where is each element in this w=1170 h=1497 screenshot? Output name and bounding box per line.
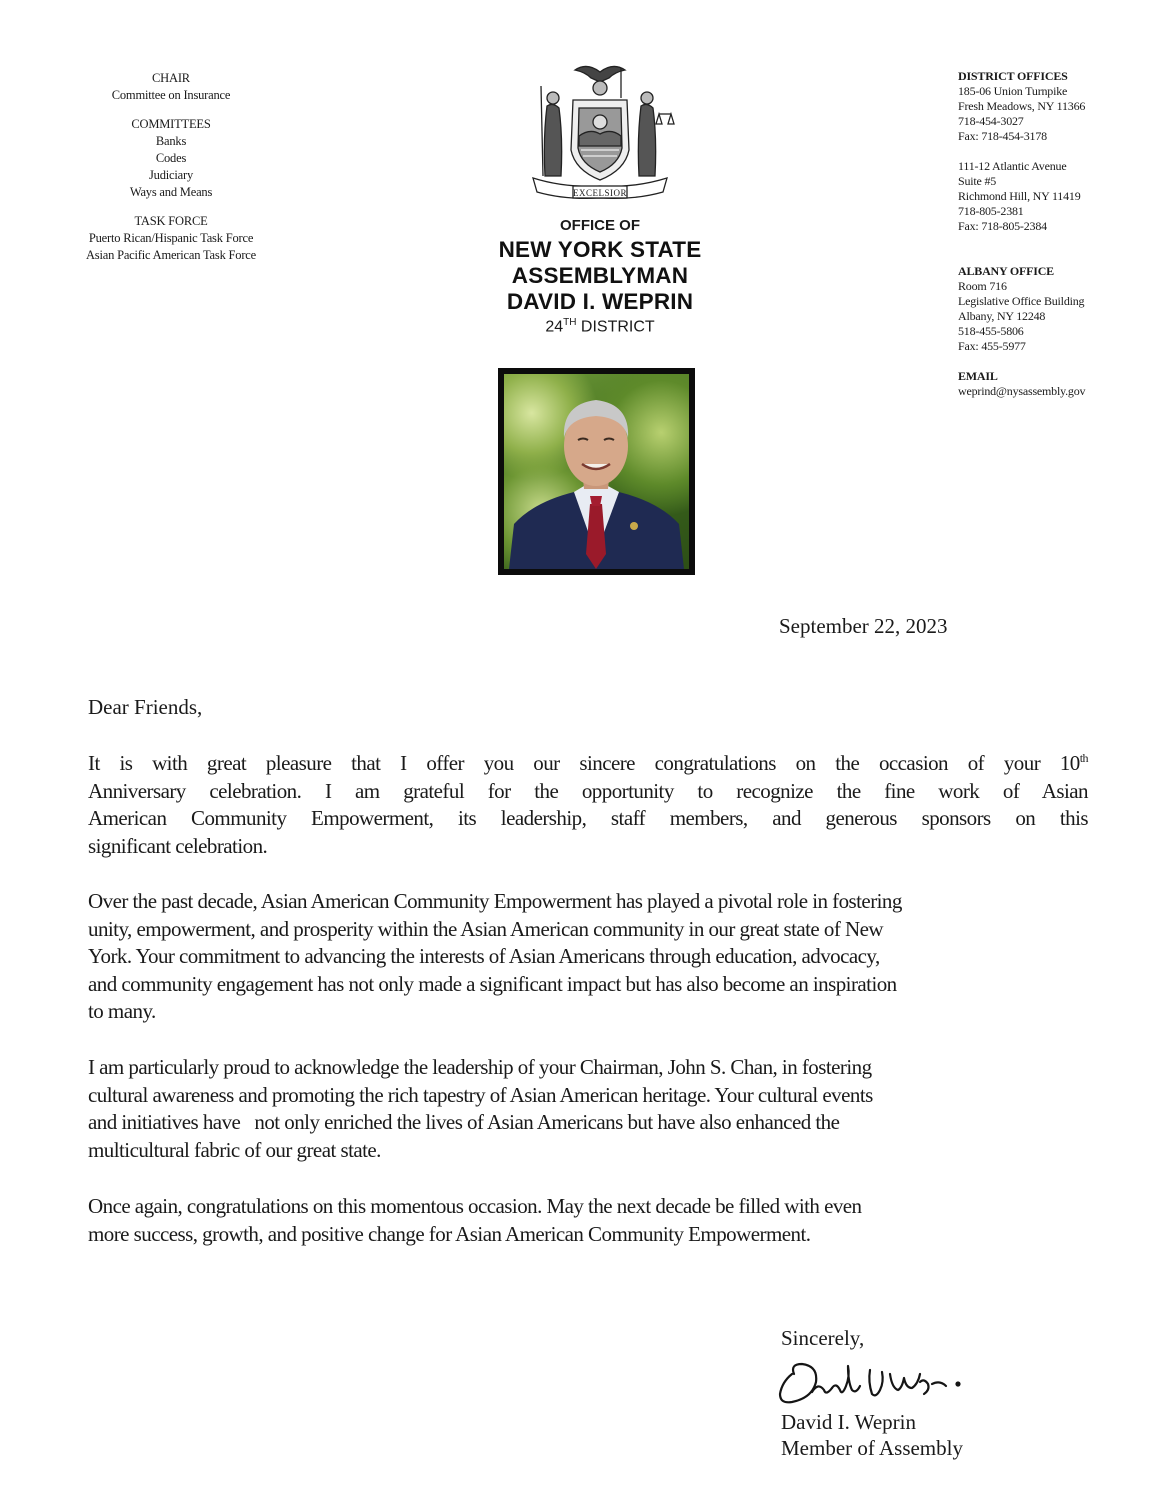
district-label (470, 317, 730, 336)
committees-section (60, 116, 282, 201)
fax-number: Fax: 455-5977 (958, 339, 1026, 353)
albany-office (958, 264, 1158, 354)
paragraph-line: unity, empowerment, and prosperity within the Asian American community in our great state of New (88, 916, 883, 941)
paragraph-line: Over the past decade, Asian American Community Empowerment has played a pivotal role in fostering (88, 889, 902, 913)
task-force-heading: TASK FORCE (134, 214, 208, 228)
title-line-state: NEW YORK STATE (498, 237, 702, 262)
address-line: Suite #5 (958, 174, 997, 188)
paragraph-congratulations (88, 750, 1088, 860)
address-line: Fresh Meadows, NY 11366 (958, 99, 1086, 113)
district-office-1 (958, 69, 1158, 144)
assemblyman-portrait (498, 368, 695, 575)
office-of-label: OFFICE OF (560, 217, 640, 234)
signer-title: Member of Assembly (781, 1436, 963, 1460)
paragraph-line: and community engagement has not only made a significant impact but has also become an inspiration (88, 971, 897, 996)
salutation: Dear Friends, (88, 695, 203, 719)
paragraph-line: Once again, congratulations on this momentous occasion. May the next decade be filled with even (88, 1194, 862, 1218)
task-force-section (60, 213, 282, 264)
district-suffix: TH (563, 317, 577, 328)
contact-info (958, 69, 1158, 414)
paragraph-line: American Community Empowerment, its leadership, staff members, and generous sponsors on this (88, 806, 1088, 830)
phone-number: 718-454-3027 (958, 114, 1024, 128)
handwritten-signature-icon (772, 1352, 972, 1410)
address-line: Richmond Hill, NY 11419 (958, 189, 1081, 203)
address-line: Room 716 (958, 279, 1007, 293)
title-line-name: DAVID I. WEPRIN (506, 289, 694, 314)
task-force-item: Puerto Rican/Hispanic Task Force (88, 231, 254, 245)
fax-number: Fax: 718-805-2384 (958, 219, 1047, 233)
paragraph-line: multicultural fabric of our great state. (88, 1137, 381, 1162)
committee-item: Banks (155, 134, 187, 148)
closing: Sincerely, (781, 1326, 865, 1350)
new-york-state-seal-icon (525, 58, 675, 208)
email-section (958, 369, 1158, 399)
address-line: Legislative Office Building (958, 294, 1085, 308)
paragraph-line: Anniversary celebration. I am grateful for the opportunity to recognize the fine work of Asian (88, 778, 1088, 803)
chair-heading: CHAIR (152, 71, 190, 85)
signer-name: David I. Weprin (781, 1410, 916, 1434)
committee-item: Judiciary (148, 168, 194, 182)
email-link[interactable]: weprind@nysassembly.gov (958, 384, 1086, 398)
chair-committee: Committee on Insurance (111, 88, 231, 102)
paragraph-decade (88, 888, 1088, 1026)
committees-heading: COMMITTEES (131, 117, 211, 131)
letter-date: September 22, 2023 (779, 614, 948, 638)
paragraph-line: significant celebration. (88, 833, 268, 858)
email-heading: EMAIL (958, 369, 998, 383)
paragraph-line: York. Your commitment to advancing the interests of Asian Americans through education, advocacy, (88, 944, 880, 968)
committee-item: Codes (155, 151, 187, 165)
committee-info (60, 70, 282, 276)
committee-item: Ways and Means (129, 185, 213, 199)
paragraph-line (88, 750, 1088, 778)
address-line: 111-12 Atlantic Avenue (958, 159, 1067, 173)
district-text: DISTRICT (576, 318, 655, 336)
phone-number: 718-805-2381 (958, 204, 1024, 218)
fax-number: Fax: 718-454-3178 (958, 129, 1047, 143)
paragraph-line: I am particularly proud to acknowledge the leadership of your Chairman, John S. Chan, in fostering (88, 1055, 872, 1079)
district-office-2 (958, 159, 1158, 234)
address-line: 185-06 Union Turnpike (958, 84, 1068, 98)
paragraph-line: and initiatives have not only enriched the lives of Asian Americans but have also enhanced the (88, 1110, 840, 1134)
portrait-image (504, 374, 689, 569)
task-force-item: Asian Pacific American Task Force (85, 248, 257, 262)
title-line-position: ASSEMBLYMAN (511, 263, 689, 288)
phone-number: 518-455-5806 (958, 324, 1024, 338)
svg-text:EXCELSIOR: EXCELSIOR (573, 188, 627, 198)
line-text: It is with great pleasure that I offer you our sincere congratulations on the occasion of your 10 (88, 751, 1080, 775)
albany-office-heading: ALBANY OFFICE (958, 264, 1054, 278)
district-number: 24 (545, 318, 564, 336)
paragraph-leadership (88, 1054, 1088, 1164)
district-offices-heading: DISTRICT OFFICES (958, 69, 1068, 83)
paragraph-line: more success, growth, and positive change for Asian American Community Empowerment. (88, 1221, 811, 1246)
chair-section (60, 70, 282, 104)
address-line: Albany, NY 12248 (958, 309, 1046, 323)
ordinal-suffix: th (1079, 751, 1088, 765)
paragraph-closing-wishes (88, 1193, 1088, 1248)
paragraph-line: to many. (88, 999, 156, 1023)
paragraph-line: cultural awareness and promoting the rich tapestry of Asian American heritage. Your cultural events (88, 1082, 873, 1107)
